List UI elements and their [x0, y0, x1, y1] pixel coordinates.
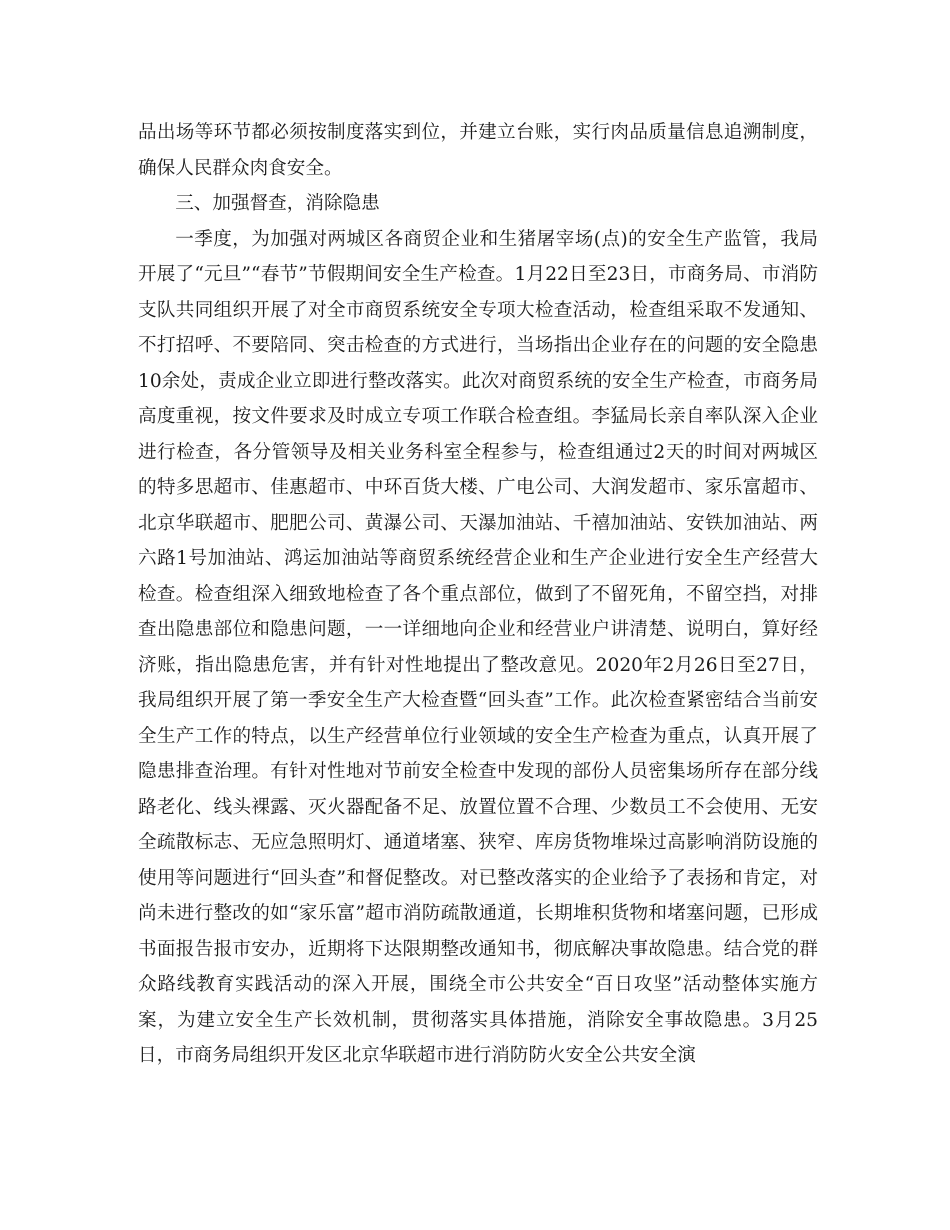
paragraph-continuation: 品出场等环节都必须按制度落实到位，并建立台账，实行肉品质量信息追溯制度，确保人民群众肉食安全。 — [138, 122, 818, 179]
paragraph-inspection: 一季度，为加强对两城区各商贸企业和生猪屠宰场(点)的安全生产监管，我局开展了“元旦”“春节”节假期间安全生产检查。1月22日至23日，市商务局、市消防支队共同组织开展了对全市商贸系统安全专项大检查活动，检查组采取不发通知、不打招呼、不要陪同、突击检查的方式进行，当场指出企业存在的问题的安全隐患10余处，责成企业立即进行整改落实。此次对商贸系统的安全生产检查，市商务局高度重视，按文件要求及时成立专项工作联合检查组。李猛局长亲自率队深入企业进行检查，各分管领导及相关业务科室全程参与，检查组通过2天的时间对两城区的特多思超市、佳惠超市、中环百货大楼、广电公司、大润发超市、家乐富超市、北京华联超市、肥肥公司、黄瀑公司、天瀑加油站、千禧加油站、安铁加油站、两六路1号加油站、鸿运加油站等商贸系统经营企业和生产企业进行安全生产经营大检查。检查组深入细致地检查了各个重点部位，做到了不留死角，不留空挡，对排查出隐患部位和隐患问题，一一详细地向企业和经营业户讲清楚、说明白，算好经济账，指出隐患危害，并有针对性地提出了整改意见。2020年2月26日至27日，我局组织开展了第一季安全生产大检查暨“回头查”工作。此次检查紧密结合当前安全生产工作的特点，以生产经营单位行业领域的安全生产检查为重点，认真开展了隐患排查治理。有针对性地对节前安全检查中发现的部份人员密集场所存在部分线路老化、线头裸露、灭火器配备不足、放置位置不合理、少数员工不会使用、无安全疏散标志、无应急照明灯、通道堵塞、狭窄、库房货物堆垛过高影响消防设施的使用等问题进行“回头查”和督促整改。对已整改落实的企业给予了表扬和肯定，对尚未进行整改的如“家乐富”超市消防疏散通道，长期堆积货物和堵塞问题，已形成书面报告报市安办，近期将下达限期整改通知书，彻底解决事故隐患。结合党的群众路线教育实践活动的深入开展，围绕全市公共安全“百日攻坚”活动整体实施方案，为建立安全生产长效机制，贯彻落实具体措施，消除安全事故隐患。3月25日，市商务局组织开发区北京华联超市进行消防防火安全公共安全演 — [138, 228, 818, 1066]
section-heading: 三、加强督查，消除隐患 — [175, 193, 380, 214]
document-body — [138, 115, 818, 1074]
